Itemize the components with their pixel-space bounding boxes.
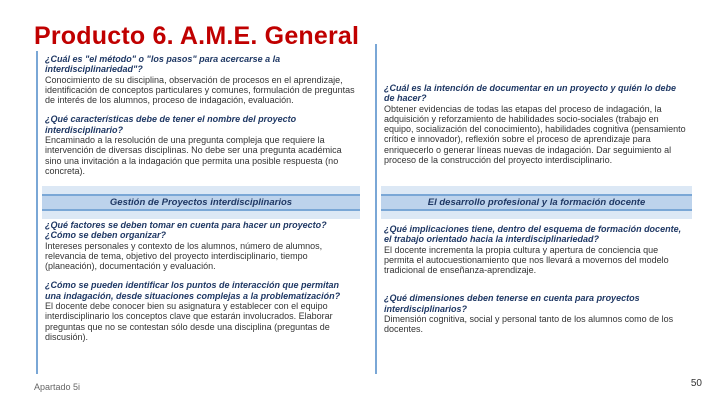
question-interaction-points: ¿Cómo se pueden identificar los puntos de interacción que permitan una indagación, desde situaciones complejas a la problematización? (45, 280, 341, 301)
question-project-name: ¿Qué características debe de tener el nombre del proyecto interdisciplinario? (45, 114, 297, 135)
answer-project-name: Encaminado a la resolución de una pregunta compleja que requiere la intervención de diversas disciplinas. No debe ser una pregunta académica sino una invitación a la indagación que permita una posible respuesta (no concreta). (45, 135, 342, 176)
banner-desarrollo: El desarrollo profesional y la formación docente (381, 194, 692, 211)
right-column (375, 44, 692, 374)
footer-label: Apartado 5i (34, 382, 81, 392)
answer-implications: El docente incrementa la propia cultura y apertura de conciencia que permita el autocuestionamiento que nos llevará a movernos del modelo tradicional de enseñanza-aprendizaje. (384, 244, 669, 276)
slide-title: Producto 6. A.M.E. General (34, 22, 367, 51)
question-documenting: ¿Cuál es la intención de documentar en un proyecto y quién lo debe de hacer? (384, 83, 677, 104)
left-top-block (45, 54, 356, 176)
question-factors: ¿Qué factores se deben tomar en cuenta para hacer un proyecto? ¿Cómo se deben organizar? (45, 220, 327, 241)
question-implications: ¿Qué implicaciones tiene, dentro del esquema de formación docente, el trabajo orientado hacia la interdisciplinariedad? (384, 224, 682, 245)
answer-method: Conocimiento de su disciplina, observación de procesos en el aprendizaje, identificación de conceptos particulares y comunes, formulación de preguntas de interés de los alumnos, proceso de indagación, evaluación. (45, 74, 355, 106)
divider-band (42, 211, 360, 219)
banner-gestion: Gestión de Proyectos interdisciplinarios (42, 194, 360, 211)
page-number: 50 (690, 378, 702, 389)
answer-factors: Intereses personales y contexto de los alumnos, número de alumnos, relevancia de tema, objetivo del proyecto interdisciplinario, tiempo (planeación), documentación y evaluación. (45, 240, 323, 272)
question-method: ¿Cuál es "el método" o "los pasos" para acercarse a la interdisciplinariedad"? (45, 54, 281, 75)
answer-documenting: Obtener evidencias de todas las etapas del proceso de indagación, la adquisición y reforzamiento de habilidades socio-sociales (trabajo en equipo, socialización del conocimiento), habilidades cognitiva (pensamiento crítico e innovador), reflexión sobre el proceso de aprendizaje para enriquecerlo o generar líneas nuevas de indagación. Dar seguimiento al proceso de la construcción del proyecto interdisciplinario. (384, 103, 686, 166)
divider-band (381, 186, 692, 194)
right-bottom-block (384, 224, 688, 335)
divider-band (381, 211, 692, 219)
document-image (30, 44, 692, 374)
left-bottom-block (45, 220, 356, 342)
left-column (36, 44, 360, 374)
right-top-block (384, 83, 688, 165)
divider-band (42, 186, 360, 194)
question-dimensions: ¿Qué dimensiones deben tenerse en cuenta para proyectos interdisciplinarios? (384, 293, 640, 314)
answer-dimensions: Dimensión cognitiva, social y personal tanto de los alumnos como de los docentes. (384, 314, 674, 335)
answer-interaction-points: El docente debe conocer bien su asignatura y establecer con el equipo interdisciplinario los conceptos clave que estarán involucrados. Elaborar preguntas que no se contestan sólo desde una disciplina (preguntas de discusión). (45, 301, 333, 342)
